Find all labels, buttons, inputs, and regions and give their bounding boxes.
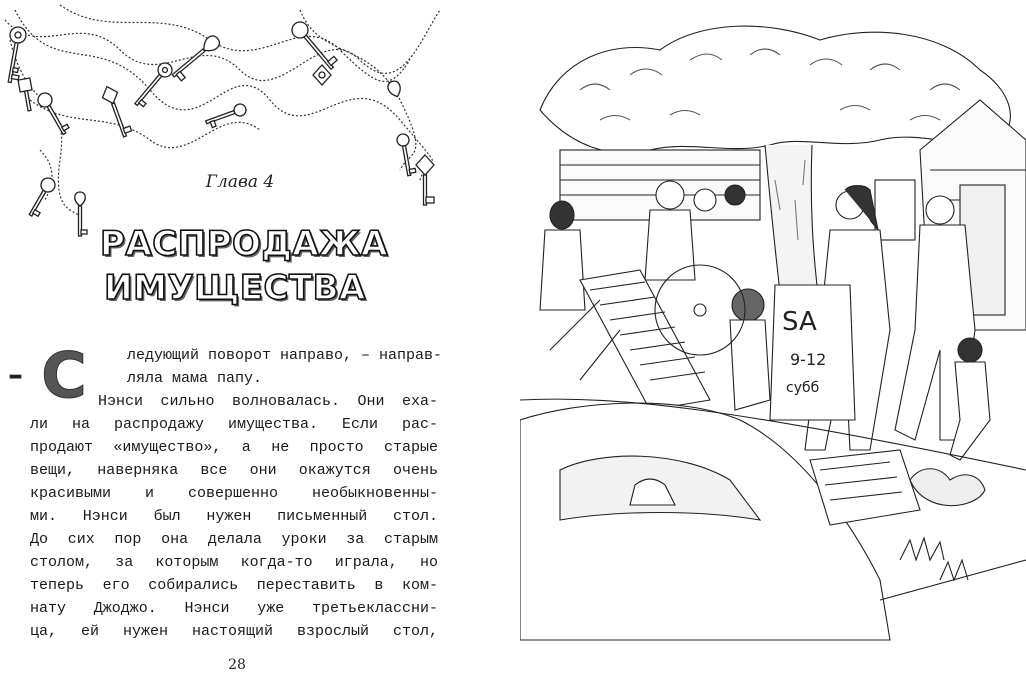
yard-sale-illustration-icon xyxy=(520,0,1026,676)
body-text xyxy=(30,344,443,643)
text-line: ледующий поворот направо, – направ- xyxy=(127,347,443,364)
text-line: теперь его собирались переставить в ком- xyxy=(30,577,438,594)
right-page xyxy=(520,0,1026,676)
text-line: Нэнси сильно волновалась. Они еха- xyxy=(98,393,438,410)
chapter-title-line-2: ИМУЩЕСТВА xyxy=(104,268,366,308)
chapter-title xyxy=(100,222,388,310)
chapter-label: Глава 4 xyxy=(205,172,275,192)
left-page xyxy=(0,0,480,676)
text-line: ца, ей нужен настоящий взрослый стол, xyxy=(30,623,438,640)
sale-sign-hours: 9-12 xyxy=(790,350,827,369)
chapter-title-line-1: РАСПРОДАЖА xyxy=(100,224,388,264)
text-line: нату Джоджо. Нэнси уже третьеклассни- xyxy=(30,600,438,617)
drop-cap: С xyxy=(41,339,87,412)
drop-cap-dash: – xyxy=(8,358,23,393)
text-line: столом, за которым когда-то играла, но xyxy=(30,554,438,571)
text-line: ли на распродажу имущества. Если рас- xyxy=(30,416,438,433)
text-line: ляла мама папу. xyxy=(127,370,263,387)
sale-sign-day: субб xyxy=(786,380,820,396)
text-line: продают «имущество», а не просто старые xyxy=(30,439,438,456)
text-line: красивыми и совершенно необыкновенны- xyxy=(30,485,438,502)
text-line: До сих пор она делала уроки за старым xyxy=(30,531,438,548)
text-line: вещи, наверняка все они окажутся очень xyxy=(30,462,438,479)
sale-sign-text: SA xyxy=(782,307,817,337)
text-line: ми. Нэнси был нужен письменный стол. xyxy=(30,508,438,525)
keys-necklace-ornament-icon xyxy=(0,0,445,250)
page-number: 28 xyxy=(228,657,246,673)
